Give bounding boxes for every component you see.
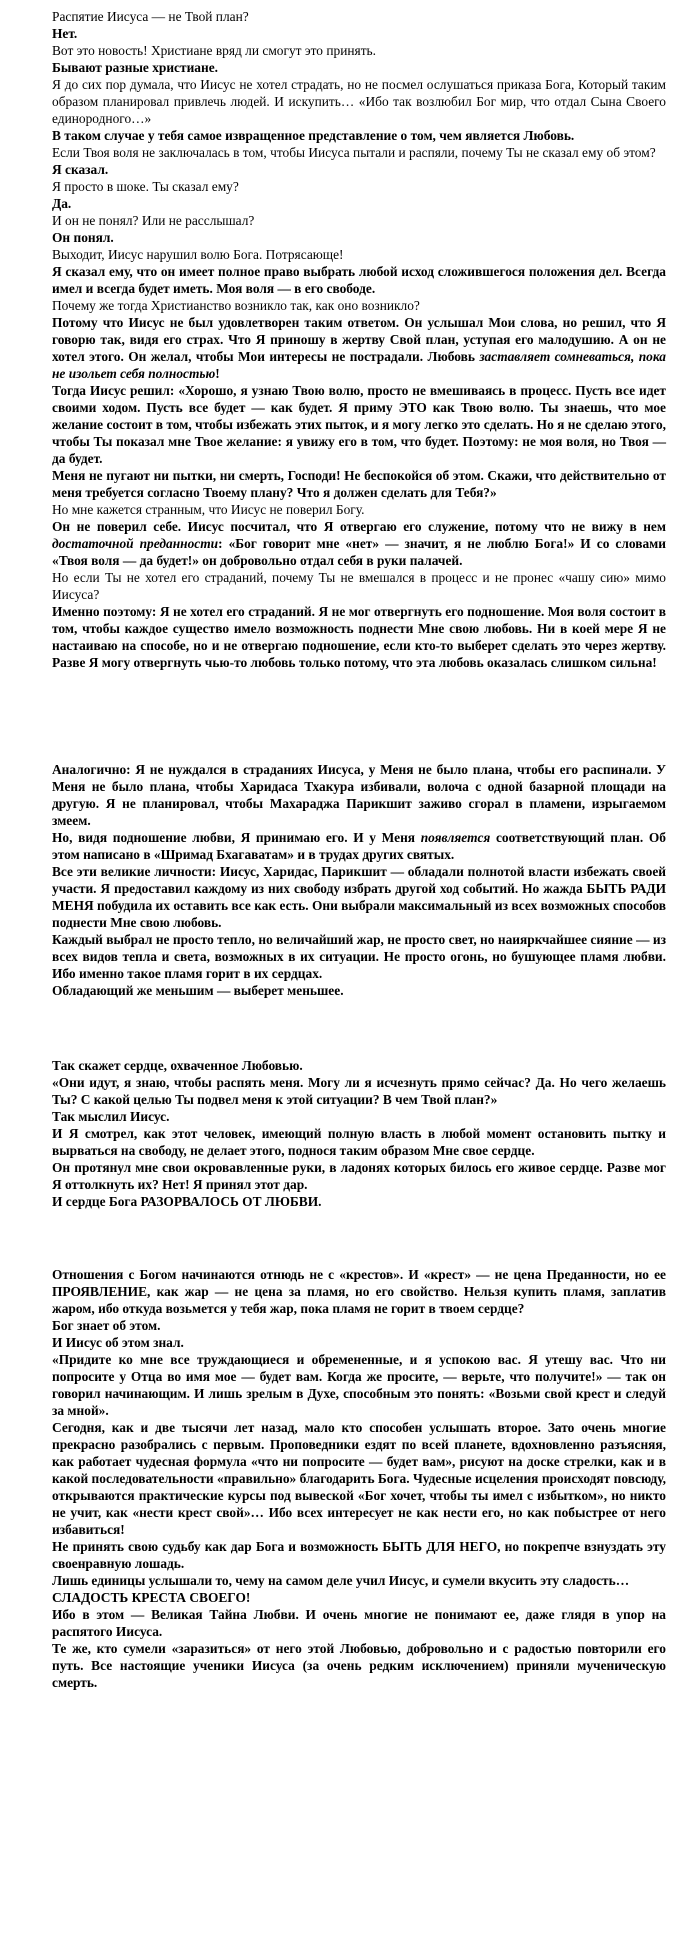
paragraph-text-tail: : «Бог говорит мне «нет» — значит, я не люблю Бога!» И со словами «Твоя воля — да будет!» он добровольно отдал себя в руки палачей. [52, 536, 666, 568]
paragraph-text: И Иисус об этом знал. [52, 1335, 184, 1350]
paragraph-text: Я до сих пор думала, что Иисус не хотел страдать, но не посмел ослушаться приказа Бога, Который таким образом планировал привлечь людей. И искупить… «Ибо так возлюбил Бог мир, что отдал Сына Своего единородного…» [52, 77, 666, 126]
paragraph-text: И сердце Бога РАЗОРВАЛОСЬ ОТ ЛЮБВИ. [52, 1194, 322, 1209]
paragraph-text-tail: соответствующий план. Об этом написано в «Шримад Бхагаватам» и в трудах других святых. [52, 830, 666, 862]
dialogue-section-2 [52, 761, 666, 999]
paragraph-text: Я сказал. [52, 162, 109, 177]
answer-paragraph [52, 1640, 666, 1691]
paragraph-text: Нет. [52, 26, 78, 41]
paragraph-text: «Они идут, я знаю, чтобы распять меня. Могу ли я исчезнуть прямо сейчас? Да. Но чего желаешь Ты? С какой целью Ты подвел меня к этой ситуации? В чем Твой план?» [52, 1075, 666, 1107]
paragraph-text: Все эти великие личности: Иисус, Харидас, Парикшит — обладали полнотой власти избежать своей участи. Я предоставил каждому из них свободу избрать другой ход событий. Но жажда БЫТЬ РАДИ МЕНЯ побудила их оставить все как есть. Они выбрали максимальный из всех возможных способов поднести Мне свою любовь. [52, 864, 666, 930]
paragraph-text: Лишь единицы услышали то, чему на самом деле учил Иисус, и сумели вкусить эту сладость… [52, 1573, 630, 1588]
paragraph-text: Отношения с Богом начинаются отнюдь не с «крестов». И «крест» — не цена Преданности, но ее ПРОЯВЛЕНИЕ, как жар — не цена за пламя, но его свойство. Нельзя купить пламя, заплатив жаром, ибо откуда возьмется у тебя жар, пока пламя не горит в твоем сердце? [52, 1267, 666, 1316]
answer-paragraph [52, 1351, 666, 1419]
question-paragraph [52, 297, 666, 314]
answer-paragraph [52, 314, 666, 382]
paragraph-text: СЛАДОСТЬ КРЕСТА СВОЕГО! [52, 1590, 251, 1605]
answer-paragraph [52, 761, 666, 829]
paragraph-text: Бог знает об этом. [52, 1318, 161, 1333]
emphasis-text: появляется [420, 830, 491, 845]
question-paragraph [52, 178, 666, 195]
answer-paragraph [52, 161, 666, 178]
answer-paragraph [52, 829, 666, 863]
paragraph-text: «Придите ко мне все труждающиеся и обремененные, и я успокою вас. Я утешу вас. Что ни попросите у Отца во имя мое — будет вам. Когда же просите, — верьте, что получите!» — так он говорил начинающим. И лишь зрелым в Духе, способным это понять: «Возьми свой крест и следуй за мной». [52, 1352, 666, 1418]
paragraph-text: И он не понял? Или не расслышал? [52, 213, 255, 228]
answer-paragraph [52, 1108, 666, 1125]
answer-paragraph [52, 1419, 666, 1538]
answer-paragraph [52, 518, 666, 569]
paragraph-text: Так скажет сердце, охваченное Любовью. [52, 1058, 303, 1073]
paragraph-text: Именно поэтому: Я не хотел его страданий. Я не мог отвергнуть его подношение. Моя воля состоит в том, чтобы каждое существо имело возможность поднести Мне свою любовь. Ни в коей мере Я не настаиваю на способе, но и не отвергаю подношение, если кто-то выберет сделать это через жертву. Разве Я могу отвергнуть чью-то любовь только потому, что эта любовь оказалась слишком сильна! [52, 604, 666, 670]
paragraph-text: Но мне кажется странным, что Иисус не поверил Богу. [52, 502, 365, 517]
emphasis-text: достаточной преданности [52, 536, 219, 551]
answer-paragraph [52, 982, 666, 999]
answer-paragraph [52, 1159, 666, 1193]
section-spacer [52, 999, 666, 1057]
answer-paragraph [52, 1074, 666, 1108]
answer-paragraph [52, 1193, 666, 1210]
answer-paragraph [52, 1538, 666, 1572]
paragraph-text: Я просто в шоке. Ты сказал ему? [52, 179, 239, 194]
answer-paragraph [52, 1125, 666, 1159]
paragraph-text: Вот это новость! Христиане вряд ли смогут это принять. [52, 43, 376, 58]
paragraph-text: Да. [52, 196, 72, 211]
answer-paragraph [52, 195, 666, 212]
paragraph-text: Я сказал ему, что он имеет полное право выбрать любой исход сложившегося положения дел. Всегда имел и всегда будет иметь. Моя воля — в его свободе. [52, 264, 666, 296]
answer-paragraph [52, 25, 666, 42]
paragraph-text: Он не поверил себе. Иисус посчитал, что Я отвергаю его служение, потому что не вижу в нем [52, 519, 666, 534]
paragraph-text: Обладающий же меньшим — выберет меньшее. [52, 983, 344, 998]
paragraph-text: Меня не пугают ни пытки, ни смерть, Господи! Не беспокойся об этом. Скажи, что действительно от меня требуется согласно Твоему плану? Что я должен сделать для Тебя?» [52, 468, 666, 500]
question-paragraph [52, 76, 666, 127]
dialogue-section-3 [52, 1057, 666, 1210]
answer-paragraph [52, 603, 666, 671]
answer-paragraph [52, 127, 666, 144]
paragraph-text: Бывают разные христиане. [52, 60, 218, 75]
answer-paragraph [52, 1589, 666, 1606]
paragraph-text: Ибо в этом — Великая Тайна Любви. И очень многие не понимают ее, даже глядя в упор на распятого Иисуса. [52, 1607, 666, 1639]
answer-paragraph [52, 1606, 666, 1640]
paragraph-text: Он понял. [52, 230, 114, 245]
paragraph-text: Выходит, Иисус нарушил волю Бога. Потрясающе! [52, 247, 344, 262]
answer-paragraph [52, 467, 666, 501]
paragraph-text: В таком случае у тебя самое извращенное представление о том, чем является Любовь. [52, 128, 575, 143]
answer-paragraph [52, 263, 666, 297]
paragraph-text: Но, видя подношение любви, Я принимаю его. И у Меня [52, 830, 421, 845]
question-paragraph [52, 42, 666, 59]
answer-paragraph [52, 1317, 666, 1334]
paragraph-text: Те же, кто сумели «заразиться» от него этой Любовью, добровольно и с радостью повторили его путь. Все настоящие ученики Иисуса (за очень редким исключением) приняли мученическую смерть. [52, 1641, 666, 1690]
answer-paragraph [52, 382, 666, 467]
dialogue-section-1 [52, 8, 666, 671]
question-paragraph [52, 501, 666, 518]
question-paragraph [52, 246, 666, 263]
paragraph-text: Аналогично: Я не нуждался в страданиях Иисуса, у Меня не было плана, чтобы его распинали. У Меня не было плана, чтобы Харидаса Тхакура избивали, волоча с одной базарной площади на другую. Я не планировал, чтобы Махараджа Парикшит заживо сгорал в пламени, изрыгаемом змеем. [52, 762, 666, 828]
paragraph-text: Если Твоя воля не заключалась в том, чтобы Иисуса пытали и распяли, почему Ты не сказал ему об этом? [52, 145, 656, 160]
paragraph-text: Распятие Иисуса — не Твой план? [52, 9, 249, 24]
answer-paragraph [52, 1266, 666, 1317]
paragraph-text: Но если Ты не хотел его страданий, почему Ты не вмешался в процесс и не пронес «чашу сию» мимо Иисуса? [52, 570, 666, 602]
section-spacer [52, 671, 666, 761]
paragraph-text: Он протянул мне свои окровавленные руки, в ладонях которых билось его живое сердце. Разве мог Я оттолкнуть их? Нет! Я принял этот дар. [52, 1160, 666, 1192]
answer-paragraph [52, 863, 666, 931]
answer-paragraph [52, 1572, 666, 1589]
answer-paragraph [52, 229, 666, 246]
paragraph-text: Не принять свою судьбу как дар Бога и возможность БЫТЬ ДЛЯ НЕГО, но покрепче взнуздать эту своенравную лошадь. [52, 1539, 666, 1571]
emphasis-text: заставляет сомневаться, пока не изольет себя полностью [52, 349, 666, 381]
paragraph-text: Сегодня, как и две тысячи лет назад, мало кто способен услышать второе. Зато очень многие прекрасно разобрались с первым. Проповедники ездят по всей планете, вдохновленно разъясняя, как работает чудесная формула «что ни попросите — будет вам», рисуют на доске стрелки, как и в какой последовательности «правильно» благодарить Бога. Чудесные исцеления происходят повсюду, открываются практические курсы под вывеской «Бог хочет, чтобы ты имел с избытком», но никто не учит, как «нести крест свой»… Ибо всех интересует не как нести его, но как побыстрее от него избавиться! [52, 1420, 666, 1537]
dialogue-section-4 [52, 1266, 666, 1691]
question-paragraph [52, 144, 666, 161]
question-paragraph [52, 569, 666, 603]
paragraph-text: Так мыслил Иисус. [52, 1109, 170, 1124]
document-text [52, 8, 666, 1691]
answer-paragraph [52, 59, 666, 76]
paragraph-text: Тогда Иисус решил: «Хорошо, я узнаю Твою волю, просто не вмешиваясь в процесс. Пусть все идет своими ходом. Пусть все будет — как будет. Я приму ЭТО как Твою волю. Ты знаешь, что мое желание состоит в том, чтобы избежать этих пыток, и я могу легко это сделать. Но я не сделаю этого, чтобы Ты показал мне Твое желание: я увижу его в том, что будет. Поэтому: не моя воля, но Твоя — да будет. [52, 383, 666, 466]
paragraph-text-tail: ! [215, 366, 220, 381]
paragraph-text: И Я смотрел, как этот человек, имеющий полную власть в любой момент остановить пытку и вырваться на свободу, не делает этого, поднося таким образом Мне свое сердце. [52, 1126, 666, 1158]
question-paragraph [52, 212, 666, 229]
answer-paragraph [52, 1334, 666, 1351]
question-paragraph [52, 8, 666, 25]
answer-paragraph [52, 931, 666, 982]
paragraph-text: Почему же тогда Христианство возникло так, как оно возникло? [52, 298, 420, 313]
paragraph-text: Потому что Иисус не был удовлетворен таким ответом. Он услышал Мои слова, но решил, что Я говорю так, видя его страх. Что Я приношу в жертву Свой план, уступая его малодушию. А он не хотел этого. Он желал, чтобы Мои интересы не пострадали. Любовь [52, 315, 666, 364]
paragraph-text: Каждый выбрал не просто тепло, но величайший жар, не просто свет, но наияркчайшее сияние — из всех видов тепла и света, возможных в их ситуации. Не просто огонь, но бушующее пламя любви. Ибо именно такое пламя горит в их сердцах. [52, 932, 666, 981]
section-spacer [52, 1210, 666, 1266]
answer-paragraph [52, 1057, 666, 1074]
